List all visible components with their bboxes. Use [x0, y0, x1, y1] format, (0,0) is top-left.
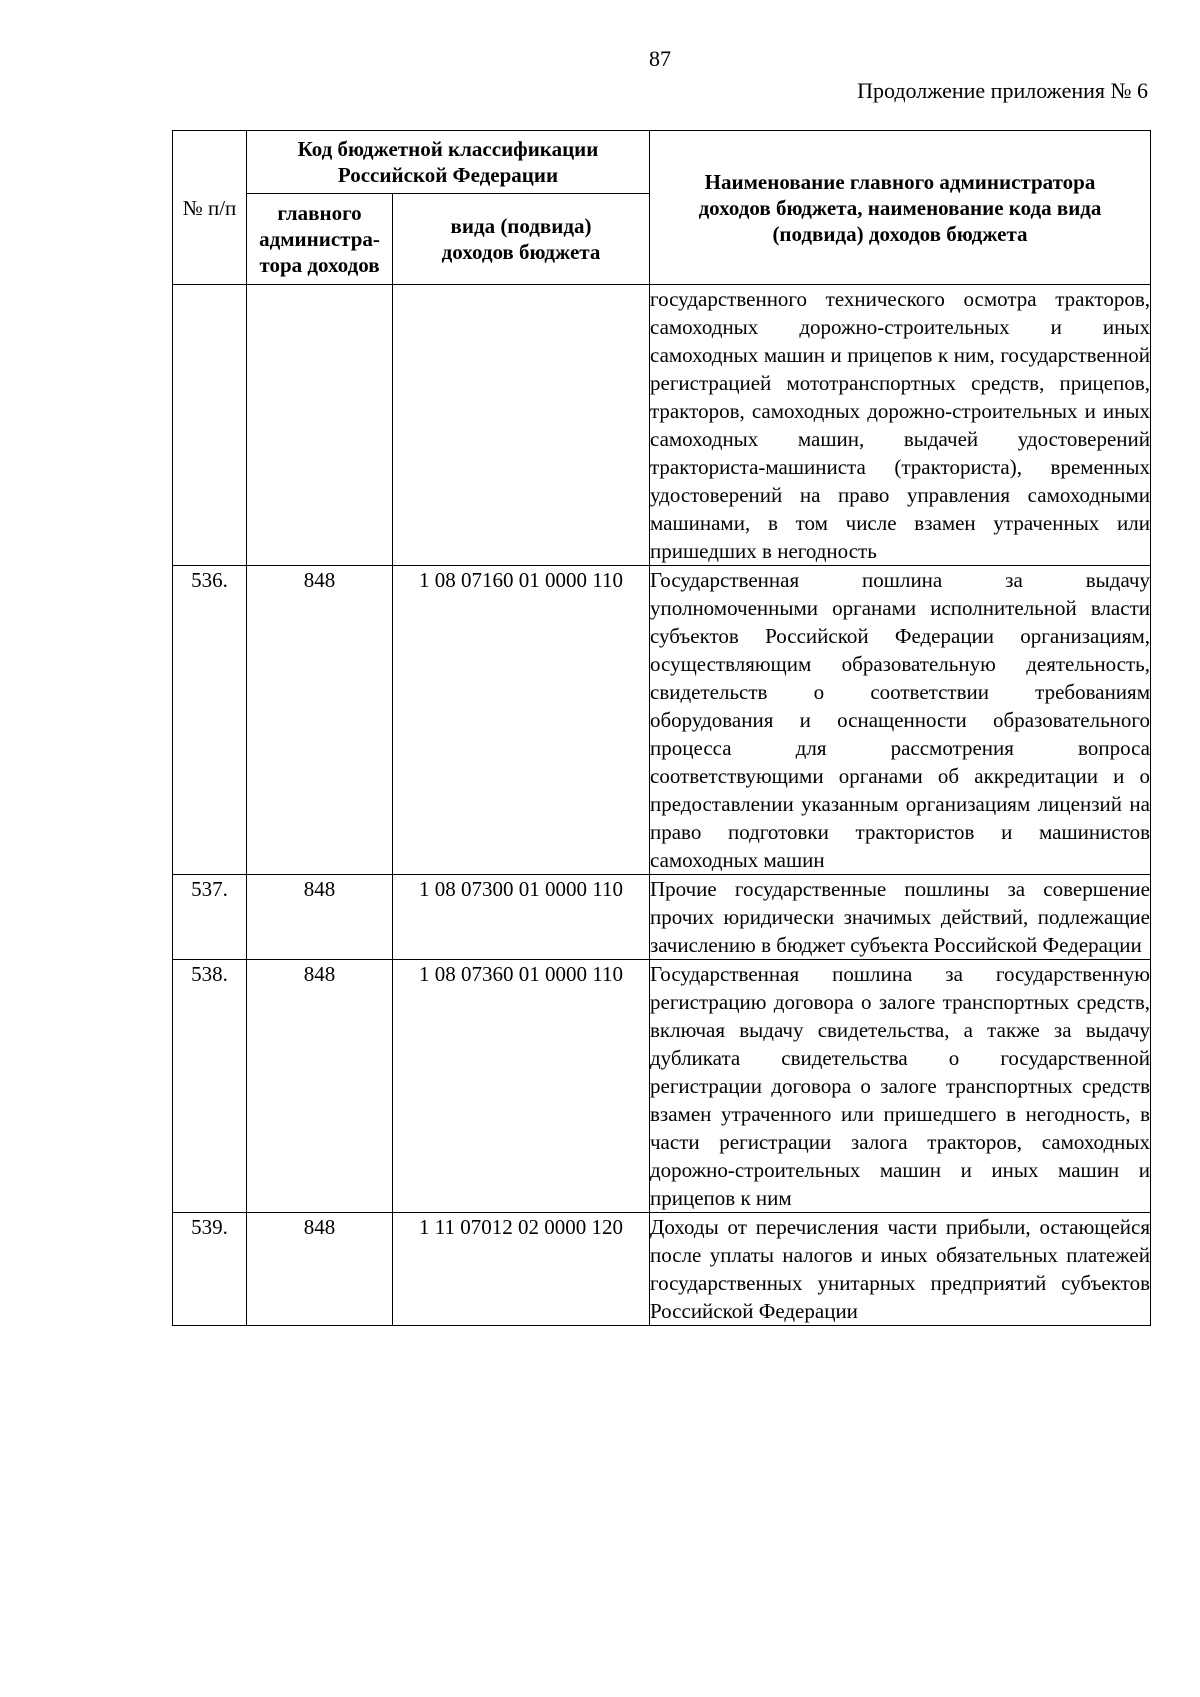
revenue-name: Государственная пошлина за выдачу уполномоченными органами исполнительной власти субъектов Российской Федерации организациям, осуществляющим образовательную деятельность, свидетельств о соответствии требованиям оборудования и оснащенности образовательного процесса для рассмотрения вопроса соответствующими органами об аккредитации и о предоставлении указанным организациям лицензий на право подготовки трактористов и машинистов самоходных машин	[650, 566, 1151, 875]
header-revenue-type-code: вида (подвида) доходов бюджета	[393, 194, 650, 285]
row-number	[173, 285, 247, 566]
revenue-name: Доходы от перечисления части прибыли, остающейся после уплаты налогов и иных обязательных платежей государственных унитарных предприятий субъектов Российской Федерации	[650, 1213, 1151, 1326]
appendix-continuation-label: Продолжение приложения № 6	[857, 78, 1148, 103]
page-number: 87	[649, 46, 671, 71]
revenue-name: Государственная пошлина за государственную регистрацию договора о залоге транспортных средств, включая выдачу свидетельства, а также за выдачу дубликата свидетельства о государственной регистрации договора о залоге транспортных средств взамен утраченного или пришедшего в негодность, в части регистрации залога тракторов, самоходных дорожно-строительных машин и иных машин и прицепов к ним	[650, 960, 1151, 1213]
revenue-code: 1 11 07012 02 0000 120	[393, 1213, 650, 1326]
administrator-code: 848	[247, 875, 393, 960]
header-main-administrator-code: главного администра-тора доходов	[247, 194, 393, 285]
revenue-code: 1 08 07160 01 0000 110	[393, 566, 650, 875]
header-administrator-name: Наименование главного администратора доходов бюджета, наименование кода вида (подвида) доходов бюджета	[650, 131, 1151, 285]
revenue-code: 1 08 07300 01 0000 110	[393, 875, 650, 960]
administrator-code	[247, 285, 393, 566]
administrator-code: 848	[247, 960, 393, 1213]
header-row-number: № п/п	[173, 131, 247, 285]
table-row	[173, 285, 1151, 566]
table-row	[173, 566, 1151, 875]
table-row	[173, 875, 1151, 960]
revenue-name: государственного технического осмотра тракторов, самоходных дорожно-строительных и иных самоходных машин и прицепов к ним, государственной регистрацией мототранспортных средств, прицепов, тракторов, самоходных дорожно-строительных и иных самоходных машин, выдачей удостоверений тракториста-машиниста (тракториста), временных удостоверений на право управления самоходными машинами, в том числе взамен утраченных или пришедших в негодность	[650, 285, 1151, 566]
revenue-code: 1 08 07360 01 0000 110	[393, 960, 650, 1213]
row-number: 538.	[173, 960, 247, 1213]
row-number: 536.	[173, 566, 247, 875]
administrator-code: 848	[247, 1213, 393, 1326]
budget-classification-table	[172, 130, 1151, 1326]
table-row	[173, 1213, 1151, 1326]
row-number: 539.	[173, 1213, 247, 1326]
revenue-name: Прочие государственные пошлины за совершение прочих юридически значимых действий, подлежащие зачислению в бюджет субъекта Российской Федерации	[650, 875, 1151, 960]
table-row	[173, 960, 1151, 1213]
header-budget-classification-code: Код бюджетной классификации Российской Федерации	[247, 131, 650, 194]
row-number: 537.	[173, 875, 247, 960]
administrator-code: 848	[247, 566, 393, 875]
revenue-code	[393, 285, 650, 566]
